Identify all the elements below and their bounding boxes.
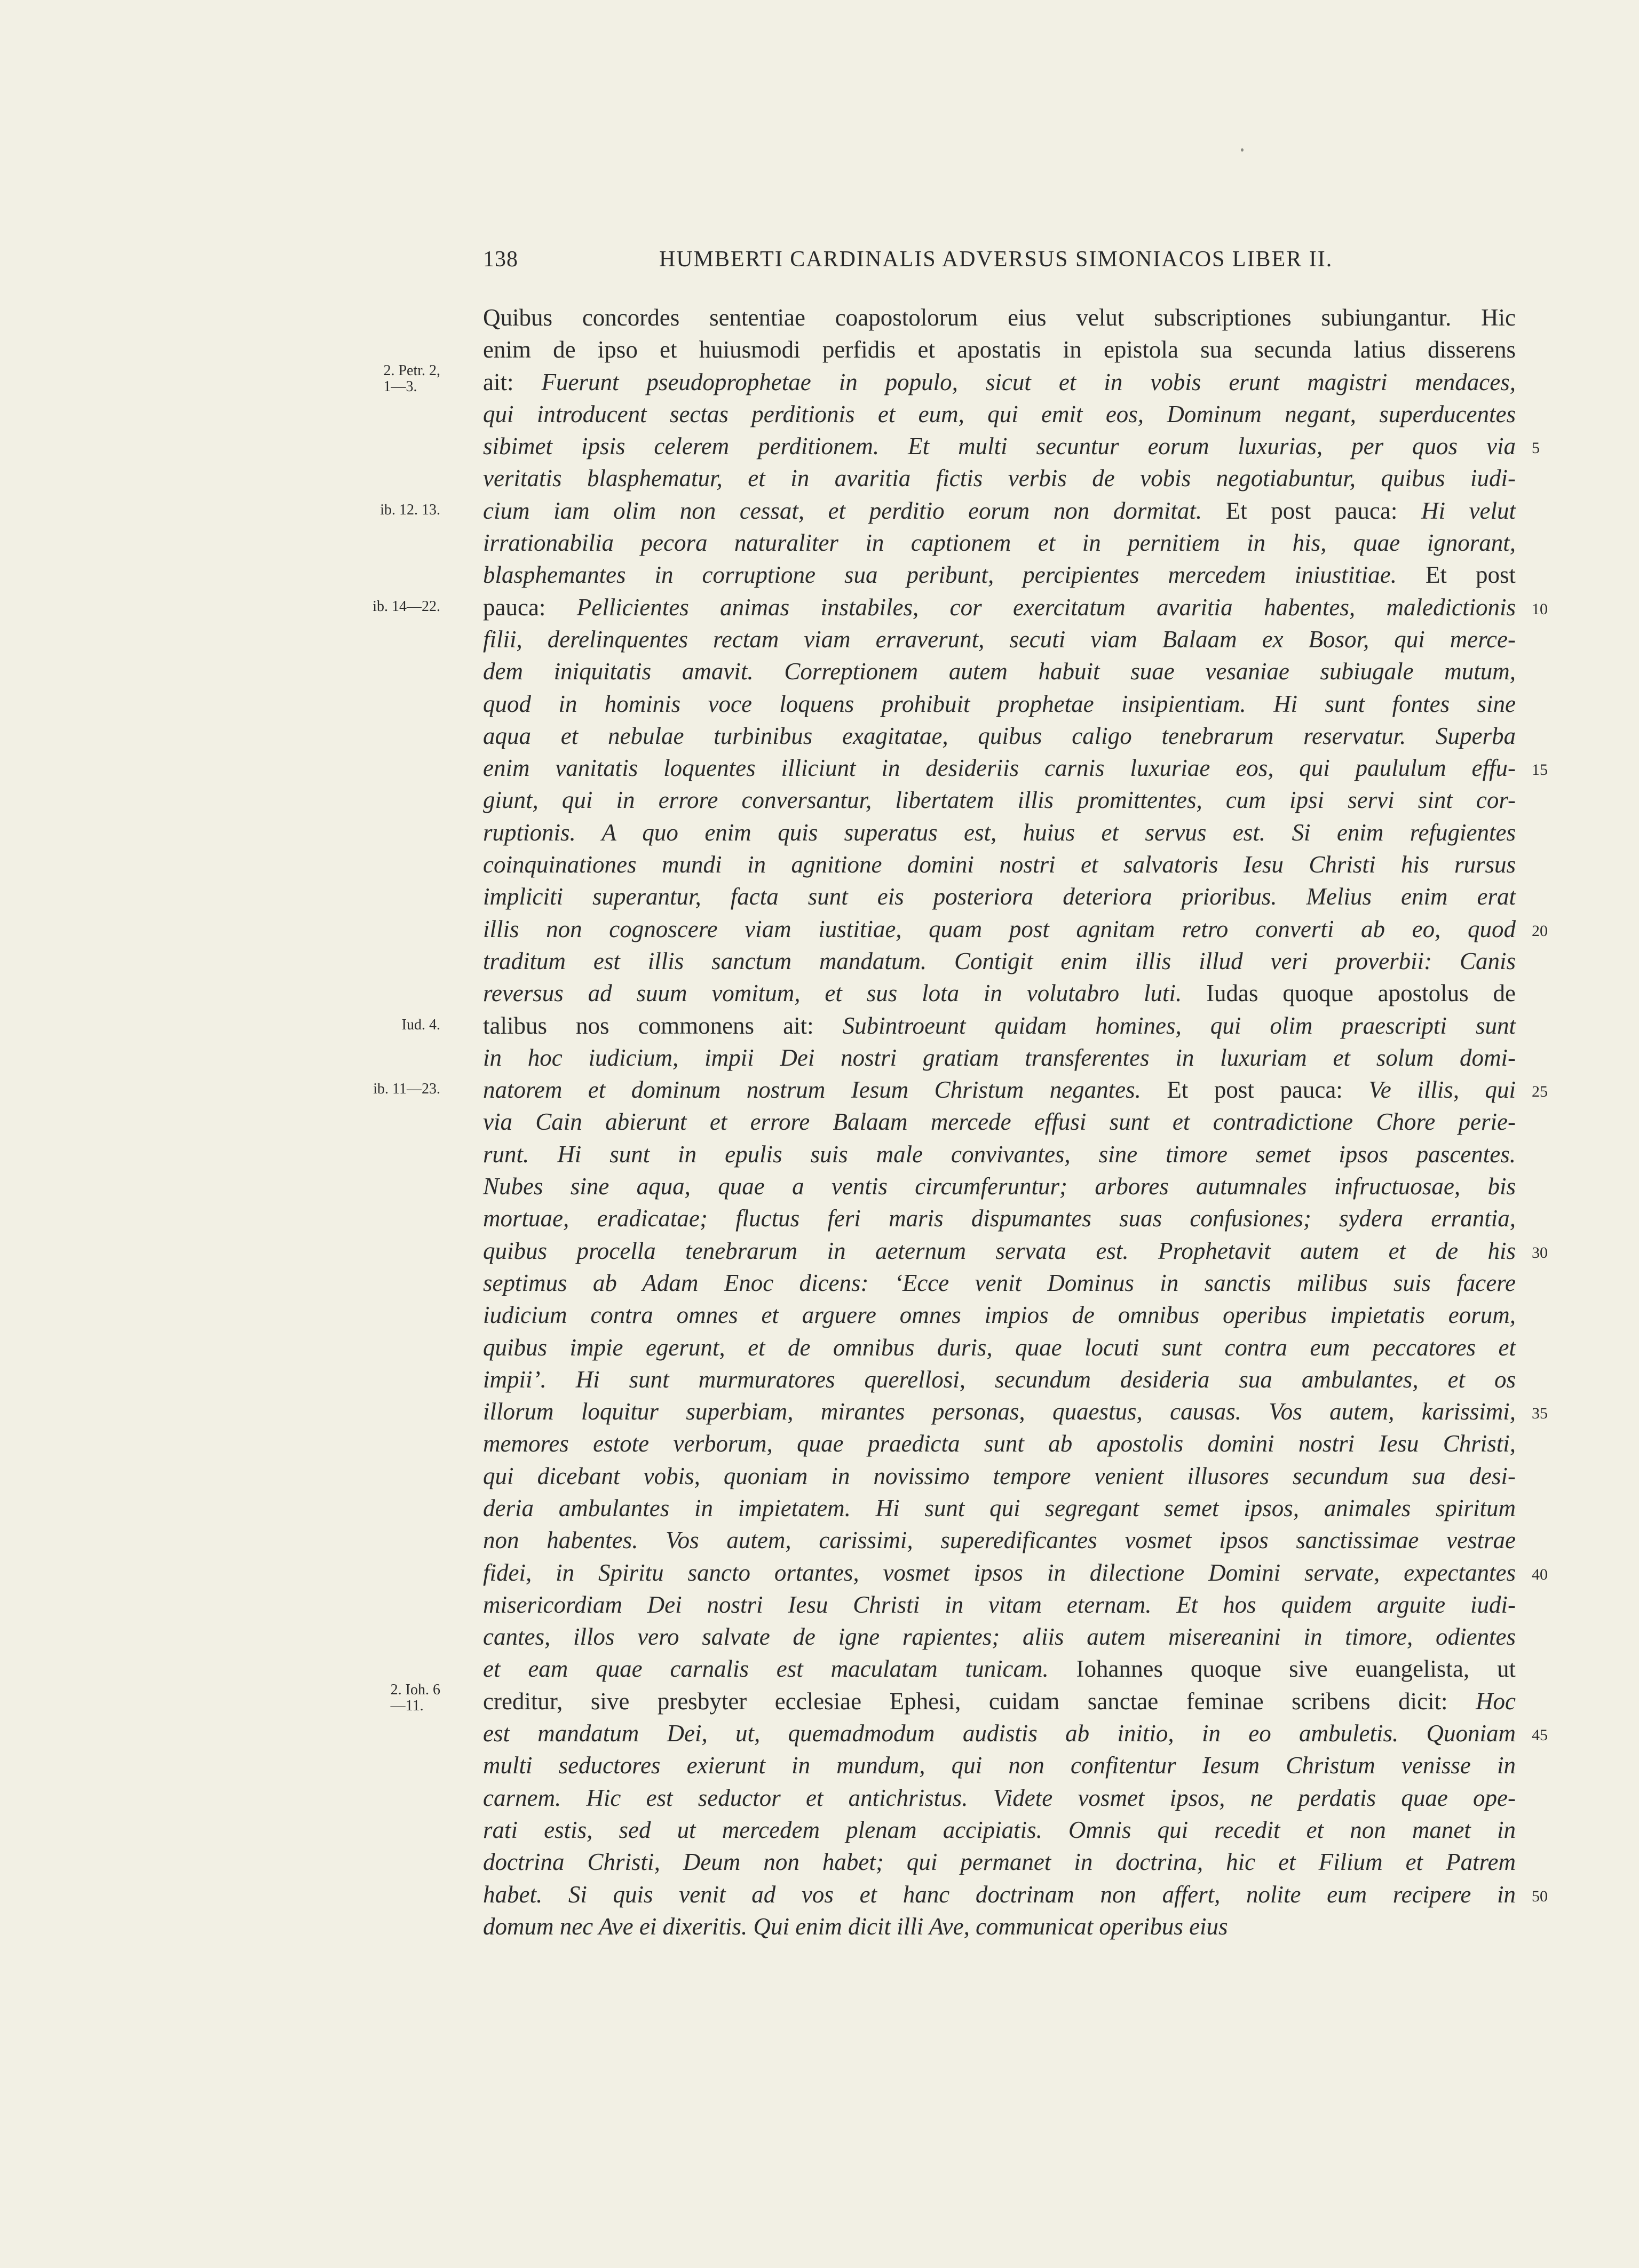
quoted-text: mortuae, eradicatae; fluctus feri maris dispumantes suas confusiones; sydera errantia,	[483, 1205, 1516, 1232]
quoted-text: iudicium contra omnes et arguere omnes impios de omnibus operibus impietatis eorum,	[483, 1302, 1516, 1329]
text-line	[483, 1557, 1548, 1589]
line-text	[483, 1782, 1516, 1814]
line-text	[483, 720, 1516, 752]
line-text	[483, 527, 1516, 559]
line-number: 30	[1532, 1243, 1548, 1262]
line-text	[483, 334, 1516, 366]
quoted-text: giunt, qui in errore conversantur, libertatem illis promittentes, cum ipsi servi sint cor-	[483, 787, 1516, 814]
text-line	[483, 1782, 1516, 1814]
line-text	[483, 495, 1516, 527]
quoted-text: cium iam olim non cessat, et perditio eorum non dormitat.	[483, 497, 1202, 524]
quoted-text: quod in hominis voce loquens prohibuit prophetae insipientiam. Hi sunt fontes sine	[483, 690, 1516, 717]
text-line	[483, 1749, 1516, 1781]
line-text	[483, 1814, 1516, 1846]
line-text	[483, 1428, 1516, 1460]
line-text	[483, 1267, 1516, 1299]
quoted-text: via Cain abierunt et errore Balaam mercede effusi sunt et contradictione Chore perie-	[483, 1108, 1516, 1136]
line-text	[483, 1235, 1516, 1267]
text-line	[390, 1681, 1516, 1717]
line-text	[483, 1589, 1516, 1621]
quoted-text: Nubes sine aqua, quae a ventis circumferuntur; arbores autumnales infructuosae, bis	[483, 1173, 1516, 1200]
text-line	[483, 1299, 1516, 1331]
line-number: 25	[1532, 1083, 1548, 1101]
text-line	[483, 1653, 1516, 1685]
text-line	[483, 688, 1516, 720]
line-text	[483, 591, 1516, 623]
text-line	[401, 1010, 1516, 1042]
quoted-text: blasphemantes in corruptione sua peribunt, percipientes mercedem iniustitiae.	[483, 561, 1397, 589]
line-text	[483, 398, 1516, 430]
text-line	[483, 1846, 1516, 1878]
quoted-text: rati estis, sed ut mercedem plenam accipiatis. Omnis qui recedit et non manet in	[483, 1816, 1516, 1843]
body-text: ait:	[483, 368, 542, 395]
quoted-text: illis non cognoscere viam iustitiae, quam post agnitam retro converti ab eo, quod	[483, 915, 1516, 942]
quoted-text: non habentes. Vos autem, carissimi, superedificantes vosmet ipsos sanctissimae vestrae	[483, 1527, 1516, 1554]
line-text	[483, 430, 1516, 462]
line-text	[483, 1557, 1516, 1589]
body-text: Quibus concordes sententiae coapostolorum eius velut subscriptiones subiungantur. Hic	[483, 304, 1516, 331]
line-text	[483, 1074, 1516, 1106]
text-line	[483, 559, 1516, 591]
text-line	[483, 752, 1548, 784]
line-text	[483, 559, 1516, 591]
quoted-text: carnem. Hic est seductor et antichristus. Videte vosmet ipsos, ne perdatis quae ope-	[483, 1784, 1516, 1811]
text-line	[483, 1395, 1548, 1428]
quoted-text: aqua et nebulae turbinibus exagitatae, quibus caligo tenebrarum reservatur. Superba	[483, 722, 1516, 749]
text-line	[483, 1428, 1516, 1460]
quoted-text: in hoc iudicium, impii Dei nostri gratiam transferentes in luxuriam et solum domi-	[483, 1044, 1516, 1071]
page-header	[483, 247, 1358, 279]
text-line	[483, 623, 1516, 655]
line-text	[483, 1653, 1516, 1685]
margin-reference: Iud. 4.	[401, 1016, 440, 1033]
quoted-text: deria ambulantes in impietatem. Hi sunt qui segregant semet ipsos, animales spiritum	[483, 1494, 1516, 1521]
text-line	[380, 495, 1516, 527]
quoted-text: runt. Hi sunt in epulis suis male convivantes, sine timore semet ipsos pascentes.	[483, 1140, 1516, 1168]
text-line	[483, 302, 1516, 334]
text-line	[483, 816, 1516, 848]
line-text	[483, 1910, 1516, 1942]
margin-reference: ib. 14—22.	[373, 598, 440, 615]
quoted-text: filii, derelinquentes rectam viam erraverunt, secuti viam Balaam ex Bosor, qui merce-	[483, 625, 1516, 653]
line-text	[483, 848, 1516, 881]
line-text	[483, 1460, 1516, 1492]
text-line	[483, 1170, 1516, 1202]
text-line	[483, 881, 1516, 913]
line-text	[483, 816, 1516, 848]
line-text	[483, 1106, 1516, 1138]
text-line	[483, 848, 1516, 881]
running-title: HUMBERTI CARDINALIS ADVERSUS SIMONIACOS LIBER II.	[659, 247, 1333, 272]
body-text: creditur, sive presbyter ecclesiae Ephesi, cuidam sanctae feminae scribens dicit:	[483, 1687, 1476, 1715]
text-line	[483, 913, 1548, 945]
line-text	[483, 1042, 1516, 1074]
text-line	[373, 1074, 1548, 1106]
body-text: Iudas quoque apostolus de	[1182, 980, 1516, 1007]
body-text: Iohannes quoque sive euangelista, ut	[1048, 1655, 1516, 1683]
quoted-text: et eam quae carnalis est maculatam tunicam.	[483, 1655, 1049, 1683]
quoted-text: impii’. Hi sunt murmuratores querellosi, secundum desideria sua ambulantes, et os	[483, 1366, 1516, 1393]
text-line	[483, 334, 1516, 366]
quoted-text: fidei, in Spiritu sancto ortantes, vosmet ipsos in dilectione Domini servate, expectantes	[483, 1559, 1516, 1586]
line-text	[483, 462, 1516, 494]
line-text	[483, 1331, 1516, 1363]
text-line	[483, 784, 1516, 816]
text-line	[483, 1524, 1516, 1556]
line-number: 5	[1532, 439, 1540, 457]
margin-reference: 2. Ioh. 6 —11.	[390, 1681, 440, 1714]
line-text	[483, 1010, 1516, 1042]
line-number: 50	[1532, 1887, 1548, 1905]
quoted-text: dem iniquitatis amavit. Correptionem autem habuit suae vesaniae subiugale mutum,	[483, 658, 1516, 685]
line-text	[483, 945, 1516, 977]
quoted-text: impliciti superantur, facta sunt eis posteriora deteriora prioribus. Melius enim erat	[483, 883, 1516, 910]
line-text	[483, 1685, 1516, 1717]
text-line	[483, 1589, 1516, 1621]
quoted-text: Subintroeunt quidam homines, qui olim praescripti sunt	[842, 1012, 1516, 1039]
line-text	[483, 1749, 1516, 1781]
margin-reference: ib. 12. 13.	[380, 501, 440, 518]
text-line	[483, 1878, 1548, 1910]
line-text	[483, 1138, 1516, 1170]
text-line	[483, 977, 1516, 1009]
page-number: 138	[483, 247, 518, 272]
line-text	[483, 623, 1516, 655]
text-line	[483, 1235, 1548, 1267]
line-text	[483, 913, 1516, 945]
margin-reference: 2. Petr. 2, 1—3.	[383, 362, 440, 395]
text-line	[483, 1331, 1516, 1363]
body-text: Et post pauca:	[1202, 497, 1421, 524]
line-text	[483, 1395, 1516, 1428]
quoted-text: memores estote verborum, quae praedicta sunt ab apostolis domini nostri Iesu Christi,	[483, 1430, 1516, 1457]
quoted-text: est mandatum Dei, ut, quemadmodum audistis ab initio, in eo ambuletis. Quoniam	[483, 1720, 1516, 1747]
quoted-text: septimus ab Adam Enoc dicens: ‘Ecce venit Dominus in sanctis milibus suis facere	[483, 1269, 1516, 1296]
text-line	[483, 1717, 1548, 1749]
line-text	[483, 784, 1516, 816]
quoted-text: habet. Si quis venit ad vos et hanc doctrinam non affert, nolite eum recipere in	[483, 1881, 1516, 1908]
text-line	[383, 362, 1516, 398]
text-line	[483, 1267, 1516, 1299]
quoted-text: quibus procella tenebrarum in aeternum servata est. Prophetavit autem et de his	[483, 1237, 1516, 1264]
line-text	[483, 752, 1516, 784]
quoted-text: multi seductores exierunt in mundum, qui non confitentur Iesum Christum venisse in	[483, 1752, 1516, 1779]
line-text	[483, 302, 1516, 334]
line-text	[483, 1492, 1516, 1524]
quoted-text: veritatis blasphematur, et in avaritia fictis verbis de vobis negotiabuntur, quibus iudi-	[483, 465, 1516, 492]
quoted-text: ruptionis. A quo enim quis superatus est, huius et servus est. Si enim refugientes	[483, 819, 1516, 846]
text-line	[373, 591, 1548, 623]
quoted-text: quibus impie egerunt, et de omnibus duris, quae locuti sunt contra eum peccatores et	[483, 1334, 1516, 1361]
text-line	[483, 655, 1516, 687]
text-line	[483, 1202, 1516, 1234]
quoted-text: Hi velut	[1421, 497, 1516, 524]
line-text	[483, 366, 1516, 398]
line-text	[483, 1202, 1516, 1234]
text-line	[483, 1492, 1516, 1524]
text-line	[483, 1910, 1516, 1942]
body-text: Et post pauca:	[1141, 1076, 1369, 1104]
quoted-text: Hoc	[1476, 1687, 1516, 1715]
quoted-text: Ve illis, qui	[1368, 1076, 1516, 1104]
body-text: Et post	[1396, 561, 1516, 589]
line-number: 35	[1532, 1405, 1548, 1423]
line-text	[483, 1299, 1516, 1331]
quoted-text: Pellicientes animas instabiles, cor exercitatum avaritia habentes, maledictionis	[576, 593, 1516, 621]
text-line	[483, 1138, 1516, 1170]
paper-speck	[1241, 148, 1244, 152]
text-line	[483, 462, 1516, 494]
text-line	[483, 1814, 1516, 1846]
line-text	[483, 655, 1516, 687]
line-number: 40	[1532, 1565, 1548, 1583]
quoted-text: qui dicebant vobis, quoniam in novissimo tempore venient illusores secundum sua desi-	[483, 1462, 1516, 1489]
quoted-text: reversus ad suum vomitum, et sus lota in volutabro luti.	[483, 980, 1182, 1007]
line-number: 15	[1532, 761, 1548, 779]
text-line	[483, 1363, 1516, 1395]
quoted-text: sibimet ipsis celerem perditionem. Et multi secuntur eorum luxurias, per quos via	[483, 433, 1516, 460]
text-line	[483, 945, 1516, 977]
line-text	[483, 1717, 1516, 1749]
text-line	[483, 1106, 1516, 1138]
line-text	[483, 1170, 1516, 1202]
quoted-text: natorem et dominum nostrum Iesum Christum negantes.	[483, 1076, 1141, 1104]
line-number: 10	[1532, 600, 1548, 618]
quoted-text: illorum loquitur superbiam, mirantes personas, quaestus, causas. Vos autem, karissimi,	[483, 1398, 1516, 1425]
text-line	[483, 1042, 1516, 1074]
quoted-text: enim vanitatis loquentes illiciunt in desideriis carnis luxuriae eos, qui paululum effu-	[483, 755, 1516, 782]
quoted-text: Fuerunt pseudoprophetae in populo, sicut et in vobis erunt magistri mendaces,	[541, 368, 1516, 395]
line-number: 20	[1532, 922, 1548, 940]
line-text	[483, 1846, 1516, 1878]
body-text: pauca:	[483, 593, 577, 621]
line-text	[483, 881, 1516, 913]
quoted-text: coinquinationes mundi in agnitione domini nostri et salvatoris Iesu Christi his rursus	[483, 851, 1516, 878]
text-line	[483, 430, 1540, 462]
body-text: enim de ipso et huiusmodi perfidis et apostatis in epistola sua secunda latius disserens	[483, 336, 1516, 363]
main-text	[373, 302, 1548, 1942]
quoted-text: irrationabilia pecora naturaliter in captionem et in pernitiem in his, quae ignorant,	[483, 529, 1516, 557]
quoted-text: doctrina Christi, Deum non habet; qui permanet in doctrina, hic et Filium et Patrem	[483, 1849, 1516, 1876]
text-line	[483, 1460, 1516, 1492]
text-line	[483, 1621, 1516, 1653]
quoted-text: qui introducent sectas perditionis et eum, qui emit eos, Dominum negant, superducentes	[483, 400, 1516, 427]
quoted-text: misericordiam Dei nostri Iesu Christi in vitam eternam. Et hos quidem arguite iudi-	[483, 1591, 1516, 1618]
line-text	[483, 977, 1516, 1009]
body-text: talibus nos commonens ait:	[483, 1012, 843, 1039]
line-text	[483, 1524, 1516, 1556]
quoted-text: traditum est illis sanctum mandatum. Contigit enim illis illud veri proverbii: Canis	[483, 947, 1516, 974]
text-line	[483, 398, 1516, 430]
margin-reference: ib. 11—23.	[373, 1081, 440, 1098]
line-text	[483, 1878, 1516, 1910]
text-line	[483, 527, 1516, 559]
text-line	[483, 720, 1516, 752]
line-text	[483, 1621, 1516, 1653]
line-number: 45	[1532, 1726, 1548, 1744]
quoted-text: cantes, illos vero salvate de igne rapientes; aliis autem misereanini in timore, odientes	[483, 1623, 1516, 1651]
line-text	[483, 1363, 1516, 1395]
quoted-text: domum nec Ave ei dixeritis. Qui enim dicit illi Ave, communicat operibus eius	[483, 1913, 1228, 1940]
line-text	[483, 688, 1516, 720]
